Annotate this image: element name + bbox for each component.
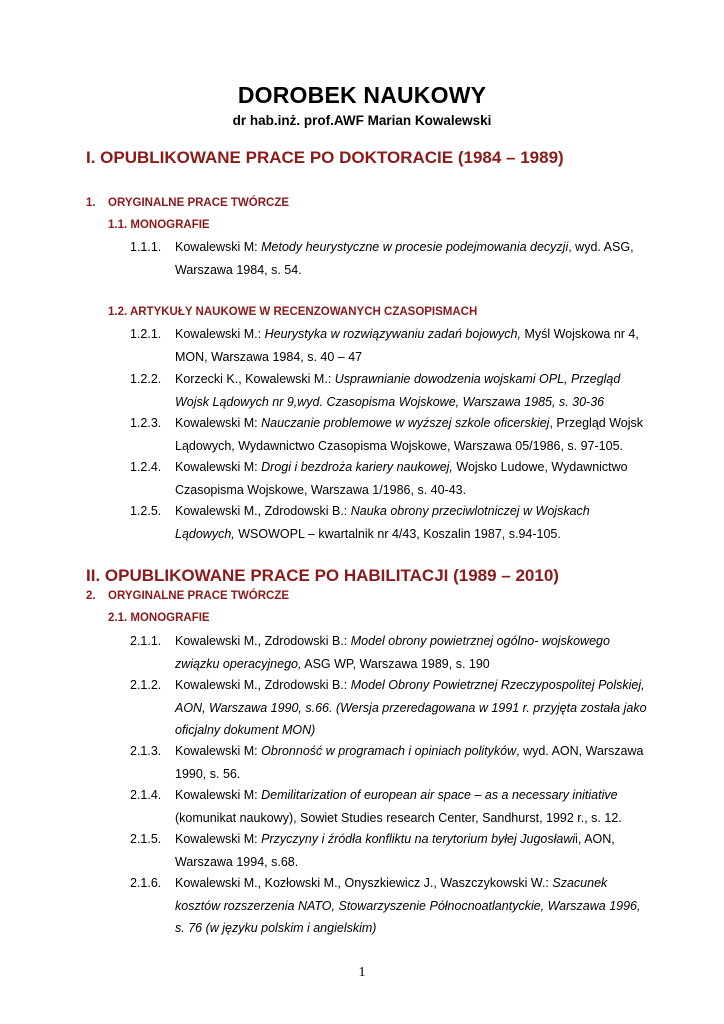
entry-detail: , wyd. AON, Warszawa [516, 744, 644, 758]
entry-detail: MON, Warszawa 1984, s. 40 – 47 [175, 349, 363, 364]
entry-line [175, 697, 645, 720]
entry-title: Przyczyny i źródła konfliktu na terytorium byłej Jugosławi [261, 832, 576, 846]
entry-text [175, 630, 645, 675]
entry-number: 2.1.6. [130, 876, 162, 890]
entry-number: 1.2.3. [130, 416, 162, 430]
entry-number: 1.2.5. [130, 504, 162, 518]
entry-title: kosztów rozszerzenia NATO, Stowarzyszenie Północnoatlantyckie, Warszawa 1996, [175, 898, 641, 913]
section-1-heading: I. OPUBLIKOWANE PRACE PO DOKTORACIE (1984 – 1989) [86, 148, 564, 167]
entry-detail: Wojsko Ludowe, Wydawnictwo [452, 460, 628, 474]
entry-number: 1.1.1. [130, 240, 162, 254]
entry-detail: i, AON, [575, 832, 615, 846]
entry-text [175, 828, 645, 873]
entry-number: 1.2.1. [130, 327, 162, 341]
entry-detail: Kowalewski M: [175, 416, 262, 430]
entry-line [175, 412, 645, 435]
entry-detail: Lądowych, Wydawnictwo Czasopisma Wojskowe, Warszawa 05/1986, s. 97-105. [175, 438, 624, 453]
entry-title: Szacunek [552, 876, 608, 890]
entry-line [175, 784, 645, 807]
entry-number: 2.1.2. [130, 678, 162, 692]
entry-title: Model Obrony Powietrznej Rzeczypospolitej Polskiej, [350, 678, 645, 692]
entry-title: Drogi i bezdroża kariery naukowej, [261, 460, 453, 474]
entry-line [175, 236, 645, 259]
entry-detail: , Przegląd Wojsk [549, 416, 644, 430]
entry-detail: Kowalewski M: [175, 788, 262, 802]
entry-text [175, 323, 645, 368]
entry-title: Lądowych, [175, 526, 235, 541]
entry-line [175, 456, 645, 479]
section-1-2-heading: 1.2. ARTYKUŁY NAUKOWE W RECENZOWANYCH CZASOPISMACH [108, 306, 478, 318]
entry-detail: Kowalewski M., Zdrodowski B.: [175, 634, 351, 648]
entry-line [175, 828, 645, 851]
entry-number: 1.2.2. [130, 372, 162, 386]
entry-line [175, 763, 645, 786]
entry-text [175, 236, 645, 281]
entry-title: związku operacyjnego, [175, 656, 302, 671]
entry-number: 2.1.1. [130, 634, 162, 648]
entry-title: Nauka obrony przeciwlotniczej w Wojskach [350, 504, 590, 518]
entry-number: 2.1.4. [130, 788, 162, 802]
entry-line [175, 917, 645, 940]
section-2-subheading-number: 2. [86, 590, 96, 602]
entry-text [175, 412, 645, 457]
entry-text [175, 674, 645, 742]
section-2-subheading [86, 590, 289, 602]
entry-detail: Kowalewski M: [175, 240, 262, 254]
entry-line [175, 500, 645, 523]
entry-detail: Kowalewski M., Zdrodowski B.: [175, 504, 351, 518]
entry-title: Heurystyka w rozwiązywaniu zadań bojowych, [264, 327, 521, 341]
entry-line [175, 851, 645, 874]
section-2-subheading-label: ORYGINALNE PRACE TWÓRCZE [108, 590, 290, 602]
entry-number: 2.1.3. [130, 744, 162, 758]
entry-line [175, 259, 645, 282]
entry-detail: Myśl Wojskowa nr 4, [520, 327, 639, 341]
entry-text [175, 872, 645, 940]
entry-line [175, 895, 645, 918]
entry-line [175, 807, 645, 830]
entry-line [175, 653, 645, 676]
entry-number: 1.2.4. [130, 460, 162, 474]
entry-line [175, 346, 645, 369]
entry-detail: Kowalewski M., Kozłowski M., Onyszkiewicz J., Waszczykowski W.: [175, 876, 553, 890]
entry-detail: Czasopisma Wojskowe, Warszawa 1/1986, s. 40-43. [175, 482, 467, 497]
entry-detail: Kowalewski M: [175, 460, 262, 474]
entry-title: s. 76 (w języku polskim i angielskim) [175, 921, 377, 935]
document-title: DOROBEK NAUKOWY [237, 82, 487, 108]
entry-title: Metody heurystyczne w procesie podejmowania decyzji [261, 240, 569, 254]
entry-title: Nauczanie problemowe w wyższej szkole oficerskiej [261, 416, 550, 430]
entry-detail: , wyd. ASG, [568, 240, 634, 254]
entry-line [175, 368, 645, 391]
entry-detail: Kowalewski M: [175, 744, 262, 758]
page-number: 1 [358, 965, 366, 980]
entry-text [175, 740, 645, 785]
entry-detail: Kowalewski M.: [175, 327, 265, 341]
entry-title: AON, Warszawa 1990, s.66. (Wersja przeredagowana w 1991 r. przyjęta została jako [175, 700, 647, 715]
entry-detail: 1990, s. 56. [175, 766, 241, 781]
entry-line [175, 323, 645, 346]
entry-title: Obronność w programach i opiniach polityków [261, 744, 517, 758]
section-1-1-heading: 1.1. MONOGRAFIE [108, 219, 210, 231]
entry-line [175, 719, 645, 742]
section-2-1-heading: 2.1. MONOGRAFIE [108, 612, 210, 624]
entry-title: Demilitarization of european air space – as a necessary initiative [261, 788, 618, 802]
entry-line [175, 872, 645, 895]
section-1-subheading [86, 197, 289, 209]
entry-detail: (komunikat naukowy), Sowiet Studies research Center, Sandhurst, 1992 r., s. 12. [175, 810, 622, 825]
entry-line [175, 523, 645, 546]
entry-line [175, 479, 645, 502]
entry-detail: Warszawa 1984, s. 54. [175, 262, 302, 277]
entry-detail: Warszawa 1994, s.68. [175, 854, 299, 869]
entry-title: Wojsk Lądowych nr 9,wyd. Czasopisma Wojskowe, Warszawa 1985, s. 30-36 [175, 394, 605, 409]
entry-detail: Kowalewski M: [175, 832, 262, 846]
entry-text [175, 368, 645, 413]
entry-number: 2.1.5. [130, 832, 162, 846]
entry-line [175, 630, 645, 653]
document-subtitle: dr hab.inż. prof.AWF Marian Kowalewski [232, 113, 492, 128]
entry-detail: Kowalewski M., Zdrodowski B.: [175, 678, 351, 692]
section-1-subheading-number: 1. [86, 197, 96, 209]
entry-text [175, 784, 645, 829]
entry-line [175, 435, 645, 458]
entry-text [175, 456, 645, 501]
entry-text [175, 500, 645, 545]
section-2-heading: II. OPUBLIKOWANE PRACE PO HABILITACJI (1989 – 2010) [86, 566, 559, 585]
entry-detail: Korzecki K., Kowalewski M.: [175, 372, 335, 386]
entry-detail: ASG WP, Warszawa 1989, s. 190 [301, 656, 490, 671]
entry-title: Usprawnianie dowodzenia wojskami OPL, Przegląd [334, 372, 621, 386]
entry-detail: WSOWOPL – kwartalnik nr 4/43, Koszalin 1987, s.94-105. [234, 526, 561, 541]
entry-line [175, 674, 645, 697]
entry-title: Model obrony powietrznej ogólno- wojskowego [350, 634, 610, 648]
entry-title: oficjalny dokument MON) [175, 723, 316, 737]
entry-line [175, 391, 645, 414]
entry-line [175, 740, 645, 763]
section-1-subheading-label: ORYGINALNE PRACE TWÓRCZE [108, 197, 290, 209]
